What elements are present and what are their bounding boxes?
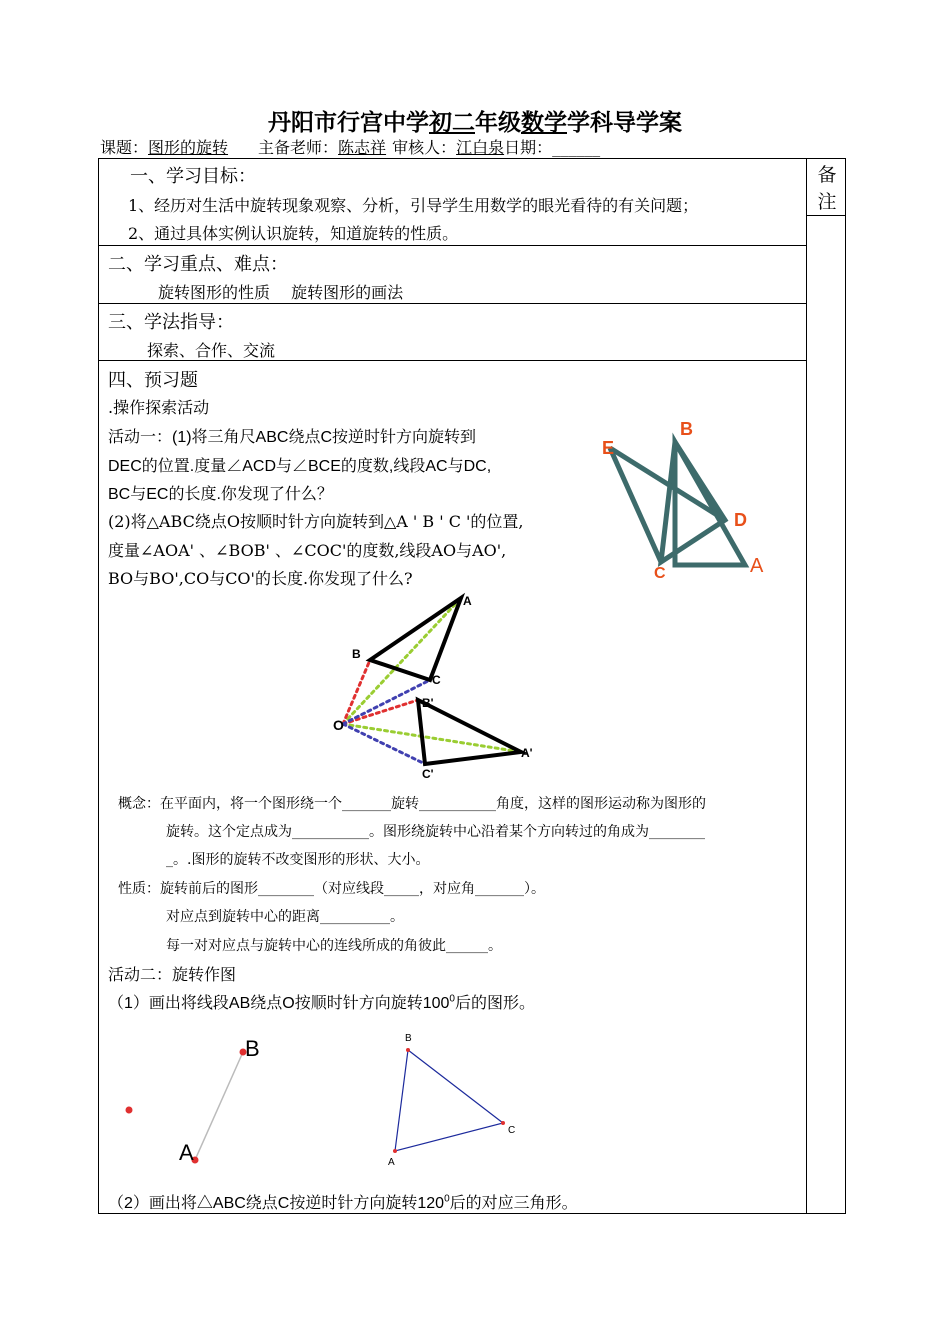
label-A: A [388,1157,395,1168]
figure-rotation-about-o [330,588,560,783]
reviewer-value: 江白泉 [456,138,505,157]
label-O: O [333,717,344,733]
label-A: A [463,594,472,608]
teacher-label: 主备老师： [258,138,339,157]
section3-content: 探索、合作、交流 [147,341,276,360]
teacher-value: 陈志祥 [338,138,387,157]
activity1-line3: BC与EC的长度.你发现了什么？ [108,486,333,503]
property-line1: 性质：旋转前后的图形________（对应线段_____，对应角_______）。 [118,881,545,897]
label-E: E [602,438,615,458]
label-B: B [405,1033,412,1044]
document-meta [100,135,600,158]
activity1-line4: (2)将△ABC绕点O按顺时针方向旋转到△A ' B ' C '的位置, [108,512,524,531]
activity1-line6: BO与BO',CO与CO'的长度.你发现了什么? [108,569,413,588]
remarks-divider [806,158,807,1214]
activity2-heading: 活动二：旋转作图 [108,965,237,984]
section4-subheading: .操作探索活动 [108,398,210,417]
label-B1: B' [422,696,434,710]
label-C: C [432,673,441,687]
objective-1: 1、经历对生活中旋转现象观察、分析，引导学生用数学的眼光看待的有关问题； [128,196,699,215]
concept-line1: 概念：在平面内，将一个图形绕一个_______旋转___________角度，这样的图形运动称为图形的 [118,796,706,812]
label-B: B [245,1036,260,1061]
triangle-abc [395,1050,503,1151]
label-C1: C' [422,767,434,781]
date-value: ______ [552,138,601,157]
remarks-header-divider [806,215,846,216]
section2-content: 旋转图形的性质 旋转图形的画法 [158,283,404,302]
activity1-line5: 度量∠AOA' 、∠BOB' 、∠COC'的度数,线段AO与AO', [108,541,507,560]
section1-heading: 一、学习目标： [130,166,256,187]
objective-2: 2、通过具体实例认识旋转，知道旋转的性质。 [128,224,459,243]
remarks-header: 备 注 [817,164,837,213]
concept-line3: _。.图形的旋转不改变图形的形状、大小。 [166,852,430,868]
activity2-question1: （1）画出将线段AB绕点O按顺时针方向旋转$100^0$后的图形。 [108,993,535,1012]
label-B: B [352,647,361,661]
label-A: A [750,555,764,577]
row-divider [98,303,807,304]
triangle-abc [370,598,461,680]
section2-heading: 二、学习重点、难点： [108,254,288,275]
label-B: B [680,419,693,439]
topic-value: 图形的旋转 [148,138,229,157]
property-line3: 每一对对应点与旋转中心的连线所成的角彼此______。 [166,938,502,954]
label-A: A [179,1140,194,1165]
label-A1: A' [521,746,533,760]
figure-segment-ab [120,1030,280,1175]
activity1-line2: DEC的位置.度量∠ACD与∠BCE的度数,线段AC与DC, [108,458,492,475]
section3-heading: 三、学法指导： [108,312,234,333]
point-O [126,1107,133,1114]
label-D: D [734,510,747,530]
activity2-question2: （2）画出将△ABC绕点C按逆时针方向旋转$120^0$后的对应三角形。 [108,1193,578,1212]
figure-set-square-rotation [590,410,780,590]
reviewer-label: 审核人： [392,138,457,157]
date-label: 日期： [504,138,553,157]
concept-line2: 旋转。这个定点成为___________。图形绕旋转中心沿着某个方向转过的角成为________ [166,824,705,840]
topic-label: 课题： [100,138,149,157]
label-C: C [654,565,666,582]
row-divider [98,245,807,246]
activity1-line1: 活动一：(1)将三角尺ABC绕点C按逆时针方向旋转到 [108,429,477,446]
property-line2: 对应点到旋转中心的距离__________。 [166,909,404,925]
section4-heading: 四、预习题 [108,370,198,391]
figure-triangle-abc [380,1025,530,1175]
label-C: C [508,1125,516,1136]
document-title: 丹阳市行宫中学初二年级数学学科导学案 [268,109,682,136]
